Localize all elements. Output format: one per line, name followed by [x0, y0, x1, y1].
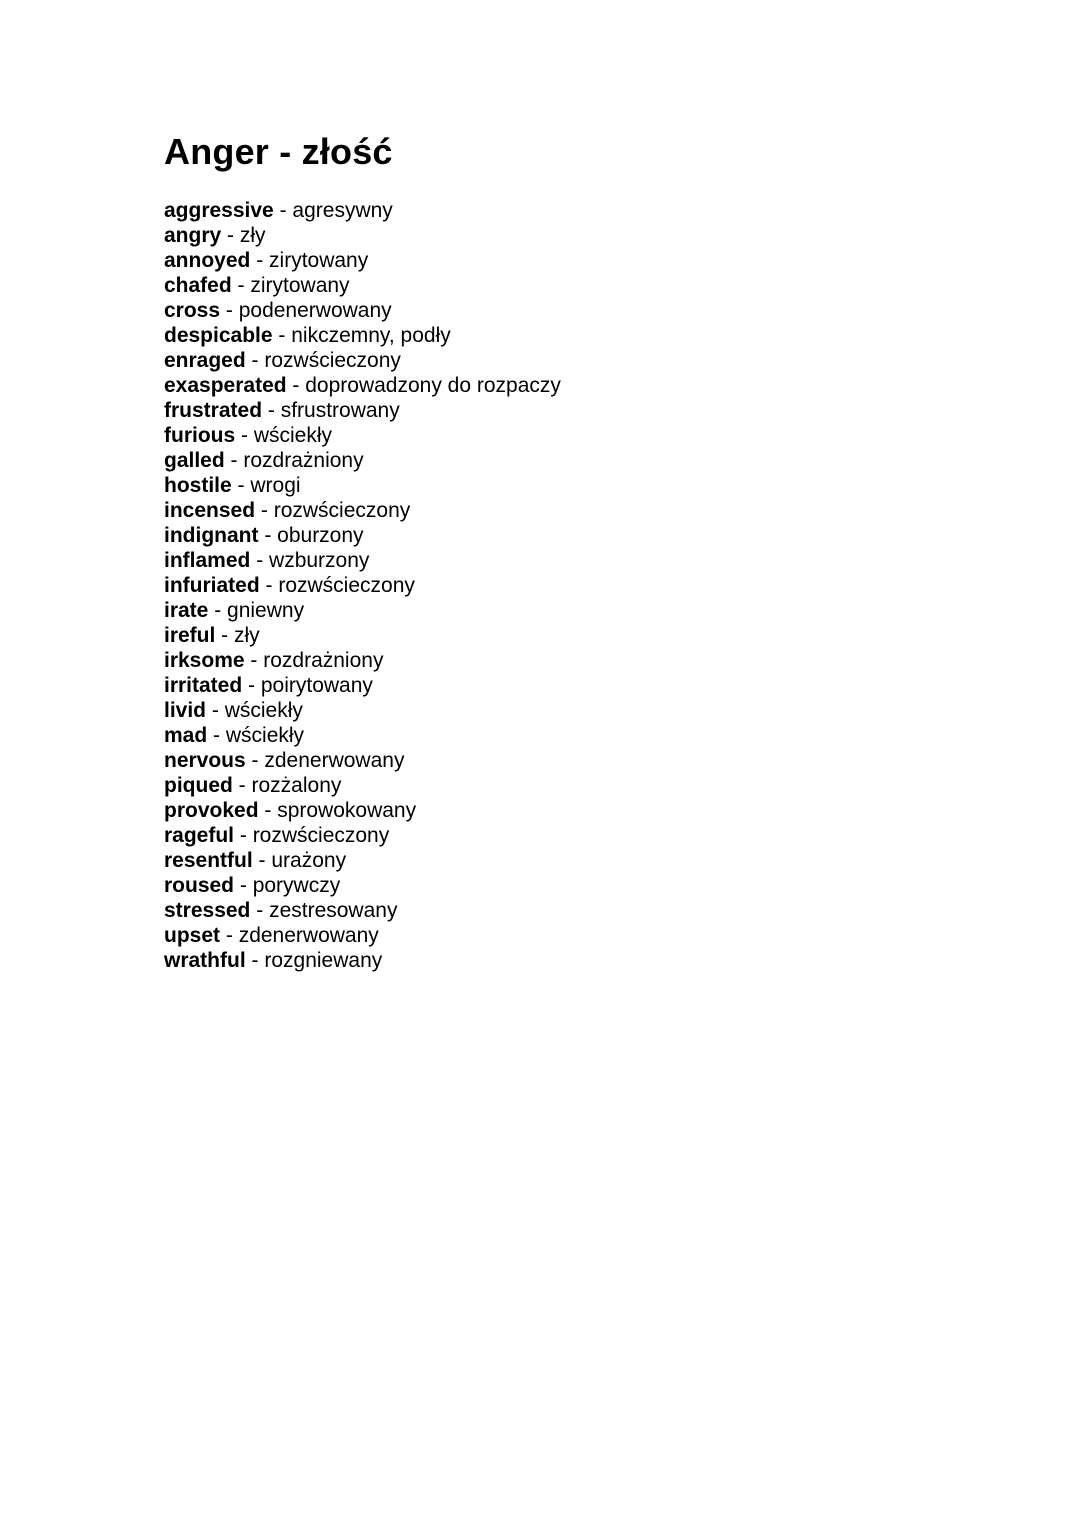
vocab-separator: -	[215, 624, 235, 647]
vocab-translation: sfrustrowany	[280, 399, 400, 422]
vocab-term: cross	[164, 299, 221, 322]
vocab-entry	[164, 948, 561, 973]
vocab-separator: -	[273, 199, 293, 222]
vocab-term: chafed	[164, 274, 232, 297]
vocab-entry	[164, 398, 561, 423]
vocab-separator: -	[208, 599, 228, 622]
vocab-term: wrathful	[164, 949, 246, 972]
vocab-translation: rozwścieczony	[278, 574, 415, 597]
vocab-entry	[164, 298, 561, 323]
vocab-term: mad	[164, 724, 208, 747]
vocab-entry	[164, 548, 561, 573]
vocab-separator: -	[258, 799, 278, 822]
vocab-separator: -	[245, 349, 265, 372]
vocab-separator: -	[255, 499, 274, 522]
vocab-translation: doprowadzony do rozpaczy	[305, 374, 561, 397]
vocab-translation: agresywny	[292, 199, 393, 222]
vocab-term: enraged	[164, 349, 246, 372]
vocab-term: livid	[164, 699, 207, 722]
vocab-translation: podenerwowany	[238, 299, 392, 322]
vocab-entry	[164, 573, 561, 598]
vocab-term: resentful	[164, 849, 253, 872]
vocab-entry	[164, 898, 561, 923]
vocab-separator: -	[234, 874, 253, 897]
vocab-translation: rozdrażniony	[243, 449, 364, 472]
vocab-entry	[164, 348, 561, 373]
vocab-term: irate	[164, 599, 209, 622]
vocab-term: frustrated	[164, 399, 263, 422]
vocab-term: despicable	[164, 324, 273, 347]
vocab-term: angry	[164, 224, 222, 247]
vocab-entry	[164, 323, 561, 348]
vocab-term: provoked	[164, 799, 259, 822]
vocab-separator: -	[258, 524, 278, 547]
vocab-translation: urażony	[271, 849, 347, 872]
vocab-translation: poirytowany	[260, 674, 373, 697]
vocab-separator: -	[250, 549, 270, 572]
vocab-translation: rozżalony	[251, 774, 342, 797]
vocab-entry	[164, 198, 561, 223]
vocab-separator: -	[245, 949, 265, 972]
vocab-term: exasperated	[164, 374, 287, 397]
vocab-separator: -	[272, 324, 292, 347]
vocab-term: galled	[164, 449, 225, 472]
vocab-separator: -	[232, 774, 252, 797]
vocab-term: ireful	[164, 624, 216, 647]
vocab-entry	[164, 423, 561, 448]
vocab-separator: -	[244, 649, 264, 672]
vocab-translation: sprowokowany	[277, 799, 417, 822]
page-title: Anger - złość	[164, 131, 393, 172]
vocab-separator: -	[242, 674, 261, 697]
vocab-translation: wściekły	[253, 424, 333, 447]
vocab-term: upset	[164, 924, 221, 947]
vocab-separator: -	[231, 474, 251, 497]
vocab-separator: -	[231, 274, 251, 297]
vocab-term: incensed	[164, 499, 256, 522]
vocab-entry	[164, 448, 561, 473]
vocab-term: aggressive	[164, 199, 274, 222]
vocab-translation: rozwścieczony	[264, 349, 401, 372]
vocab-translation: zły	[234, 624, 260, 647]
vocab-translation: rozgniewany	[264, 949, 383, 972]
vocab-translation: oburzony	[277, 524, 364, 547]
vocab-entry	[164, 223, 561, 248]
vocab-entry	[164, 823, 561, 848]
vocab-entry	[164, 748, 561, 773]
vocab-translation: gniewny	[227, 599, 305, 622]
vocab-separator: -	[207, 724, 226, 747]
vocab-term: indignant	[164, 524, 259, 547]
vocab-entry	[164, 598, 561, 623]
vocab-translation: porywczy	[252, 874, 341, 897]
vocab-separator: -	[245, 749, 265, 772]
vocab-translation: wściekły	[225, 724, 305, 747]
vocab-term: irksome	[164, 649, 245, 672]
vocab-term: hostile	[164, 474, 232, 497]
vocab-separator: -	[235, 424, 254, 447]
vocab-entry	[164, 773, 561, 798]
vocab-translation: zły	[239, 224, 266, 247]
vocab-entry	[164, 473, 561, 498]
vocab-translation: zestresowany	[269, 899, 398, 922]
vocab-translation: rozwścieczony	[252, 824, 390, 847]
vocabulary-list	[164, 198, 561, 973]
document-page	[164, 130, 1024, 972]
vocab-translation: wściekły	[224, 699, 303, 722]
vocab-term: rageful	[164, 824, 235, 847]
vocab-entry	[164, 873, 561, 898]
vocab-translation: rozdrażniony	[263, 649, 384, 672]
vocab-term: piqued	[164, 774, 233, 797]
vocab-entry	[164, 373, 561, 398]
vocab-entry	[164, 923, 561, 948]
vocab-entry	[164, 798, 561, 823]
vocab-entry	[164, 523, 561, 548]
vocab-separator: -	[262, 399, 281, 422]
vocab-translation: wzburzony	[269, 549, 370, 572]
vocab-term: nervous	[164, 749, 246, 772]
vocab-entry	[164, 248, 561, 273]
vocab-translation: zirytowany	[269, 249, 369, 272]
vocab-separator: -	[206, 699, 225, 722]
vocab-entry	[164, 648, 561, 673]
vocab-translation: zdenerwowany	[264, 749, 405, 772]
vocab-translation: rozwścieczony	[273, 499, 411, 522]
vocab-separator: -	[286, 374, 306, 397]
vocab-translation: zirytowany	[250, 274, 350, 297]
vocab-translation: nikczemny, podły	[291, 324, 451, 347]
vocab-term: roused	[164, 874, 235, 897]
vocab-term: stressed	[164, 899, 251, 922]
vocab-separator: -	[252, 849, 272, 872]
vocab-entry	[164, 623, 561, 648]
vocab-separator: -	[259, 574, 279, 597]
vocab-separator: -	[220, 924, 239, 947]
vocab-separator: -	[224, 449, 244, 472]
vocab-separator: -	[220, 299, 239, 322]
vocab-term: irritated	[164, 674, 243, 697]
vocab-translation: zdenerwowany	[238, 924, 379, 947]
vocab-term: infuriated	[164, 574, 260, 597]
vocab-separator: -	[221, 224, 240, 247]
vocab-term: furious	[164, 424, 236, 447]
vocab-term: inflamed	[164, 549, 251, 572]
vocab-entry	[164, 848, 561, 873]
vocab-separator: -	[250, 899, 270, 922]
vocab-entry	[164, 498, 561, 523]
vocab-entry	[164, 673, 561, 698]
vocab-translation: wrogi	[250, 474, 301, 497]
vocab-entry	[164, 698, 561, 723]
vocab-entry	[164, 273, 561, 298]
vocab-term: annoyed	[164, 249, 251, 272]
vocab-entry	[164, 723, 561, 748]
vocab-separator: -	[250, 249, 270, 272]
vocab-separator: -	[234, 824, 253, 847]
